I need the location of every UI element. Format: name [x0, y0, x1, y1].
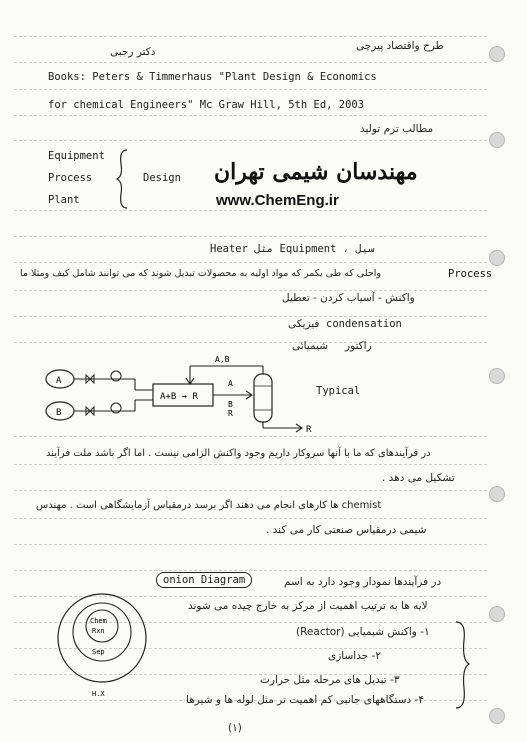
- binder-hole: [489, 46, 505, 62]
- ring-hx-label: H.X: [92, 690, 105, 698]
- ruled-line: [14, 316, 487, 317]
- paragraph1-line2: تشکیل می دهد .: [382, 472, 455, 484]
- paragraph2-line1: chemist ها کارهای انجام می دهند اگر برسد درمقیاس آزمایشگاهی است . مهندس: [36, 500, 382, 511]
- design-item-process: Process: [48, 172, 93, 184]
- ruled-line: [14, 236, 487, 237]
- physical-label: فیزیکی: [288, 318, 320, 330]
- ring-rxn-label: Rxn: [92, 627, 105, 635]
- ring-chem-label: Chem: [90, 617, 107, 625]
- binder-hole: [489, 368, 505, 384]
- onion-list-4: ۴- دستگاههای جانبی کم اهمیت تر مثل لوله ها و شیرها: [186, 694, 424, 706]
- ruled-line: [14, 36, 487, 37]
- page-number: (۱): [228, 722, 242, 734]
- ruled-line: [14, 210, 487, 211]
- chemical-label: شیمیائی: [292, 340, 329, 352]
- onion-intro-2: لایه ها به ترتیب اهمیت از مرکز به خارج چیده می شوند: [188, 600, 428, 612]
- watermark-title: مهندسان شیمی تهران: [214, 159, 418, 185]
- process-definition: واحلی که طی یکمر که مواد اولیه به محصولات تبدیل شوند که می توانند شامل کیف ومثلا ما: [20, 268, 381, 279]
- instructor-name: دکتر رجبی: [110, 46, 156, 58]
- process-keyword: Process: [448, 268, 493, 280]
- ruled-line: [14, 290, 487, 291]
- binder-hole: [489, 486, 505, 502]
- ruled-line: [14, 570, 487, 571]
- tank-b-label: B: [56, 408, 62, 418]
- books-line-1: Books: Peters & Timmerhaus "Plant Design & Economics: [48, 71, 377, 83]
- ruled-line: [14, 62, 487, 63]
- design-item-plant: Plant: [48, 194, 80, 206]
- onion-list-2: ۲- جداسازی: [328, 650, 381, 662]
- books-line-2: for chemical Engineers" Mc Graw Hill, 5th Ed, 2003: [48, 99, 365, 111]
- paragraph1-line1: در فرآیندهای که ما با آنها سروکار داریم وجود واکنش الزامی نیست . اما اگر باشد ملت فرآیند: [46, 448, 431, 459]
- output-b: B: [228, 400, 233, 409]
- reactor-text: A+B → R: [160, 392, 198, 402]
- typical-label: Typical: [316, 385, 361, 397]
- equipment-example: Heater مثل Equipment ، سیل: [210, 243, 375, 255]
- ruled-line: [14, 140, 487, 141]
- ruled-line: [14, 518, 487, 519]
- recycle-label: A,B: [215, 355, 230, 364]
- ruled-line: [14, 544, 487, 545]
- output-r: R: [228, 409, 233, 418]
- ring-inner: [86, 610, 118, 642]
- design-label: Design: [143, 172, 181, 184]
- ruled-line: [14, 115, 487, 116]
- output-a: A: [228, 379, 233, 388]
- process-flow-diagram: [40, 352, 340, 436]
- reactor-label: راکتور: [345, 340, 372, 352]
- list-brace: [452, 620, 472, 710]
- binder-hole: [489, 250, 505, 266]
- separation-column: [254, 374, 272, 422]
- process-examples: واکنش - آسیاب کردن - تعطیل: [282, 292, 415, 304]
- product-label: R: [306, 425, 312, 435]
- binder-hole: [489, 606, 505, 622]
- condensation-term: condensation: [326, 318, 402, 330]
- tank-a-label: A: [56, 376, 62, 386]
- onion-diagram-label: onion Diagram: [156, 572, 252, 588]
- onion-intro: در فرآیندها نمودار وجود دارد به اسم: [284, 576, 442, 588]
- binder-hole: [489, 708, 505, 724]
- ring-sep-label: Sep: [92, 648, 105, 656]
- paragraph2-line2: شیمی درمقیاس صنعتی کار می کند .: [266, 524, 427, 536]
- ruled-line: [14, 436, 487, 437]
- ruled-line: [14, 464, 487, 465]
- binder-hole: [489, 132, 505, 148]
- onion-list-3: ۳- تبدیل های مرحله مثل حرارت: [260, 674, 400, 686]
- design-item-equipment: Equipment: [48, 150, 105, 162]
- watermark-url: www.ChemEng.ir: [216, 192, 339, 209]
- onion-diagram: [54, 588, 162, 702]
- course-title: طرح واقتصاد پیرچی: [356, 40, 444, 52]
- design-brace: [115, 148, 145, 210]
- onion-list-1: ۱- واکنش شیمیایی (Reactor): [296, 626, 430, 638]
- books-note: مطالب ترم تولید: [360, 123, 434, 135]
- ruled-line: [14, 262, 487, 263]
- ruled-line: [14, 89, 487, 90]
- ruled-line: [14, 342, 487, 343]
- ring-outer: [58, 594, 146, 682]
- ruled-line: [14, 490, 487, 491]
